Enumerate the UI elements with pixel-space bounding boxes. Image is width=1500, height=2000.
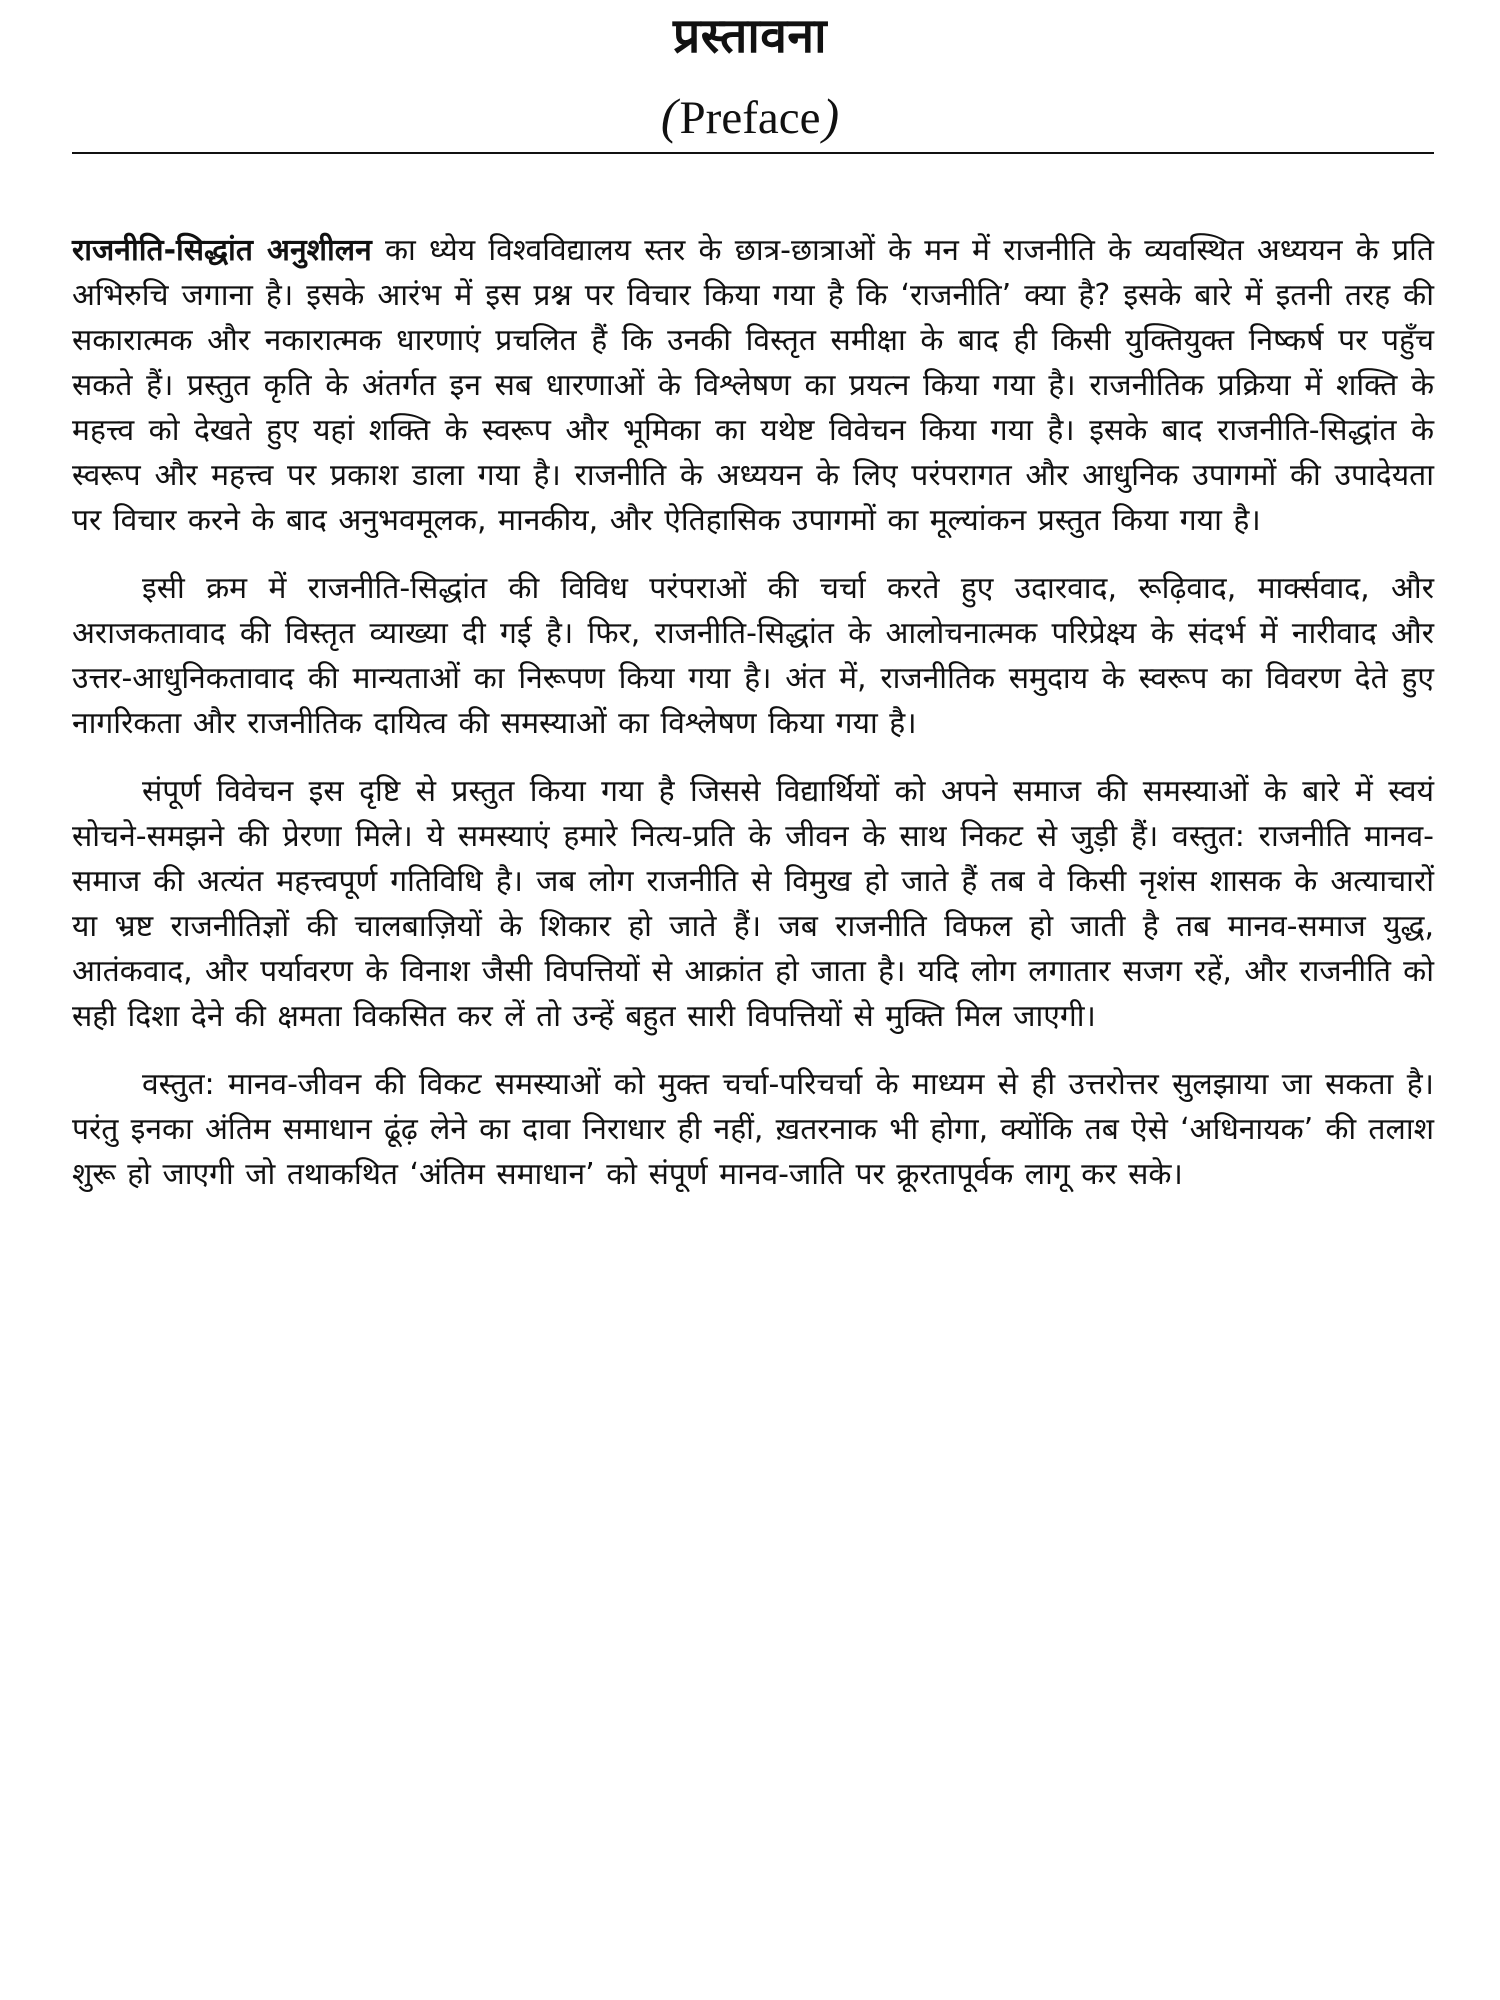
paragraph-1: [72, 228, 1434, 543]
paragraph-1-text: का ध्येय विश्वविद्यालय स्तर के छात्र-छात्राओं के मन में राजनीति के व्यवस्थित अध्ययन के प्रति अभिरुचि जगाना है। इसके आरंभ में इस प्रश्न पर विचार किया गया है कि ‘राजनीति’ क्या है? इसके बारे में इतनी तरह की सकारात्मक और नकारात्मक धारणाएं प्रचलित हैं कि उनकी विस्तृत समीक्षा के बाद ही किसी युक्तियुक्त निष्कर्ष पर पहुँच सकते हैं। प्रस्तुत कृति के अंतर्गत इन सब धारणाओं के विश्लेषण का प्रयत्न किया गया है। राजनीतिक प्रक्रिया में शक्ति के महत्त्व को देखते हुए यहां शक्ति के स्वरूप और भूमिका का यथेष्ट विवेचन किया गया है। इसके बाद राजनीति-सिद्धांत के स्वरूप और महत्त्व पर प्रकाश डाला गया है। राजनीति के अध्ययन के लिए परंपरागत और आधुनिक उपागमों की उपादेयता पर विचार करने के बाद अनुभवमूलक, मानकीय, और ऐतिहासिक उपागमों का मूल्यांकन प्रस्तुत किया गया है।: [72, 233, 1434, 538]
subtitle-close-paren: ): [822, 88, 840, 144]
subtitle-open-paren: (: [660, 88, 678, 144]
paragraph-1-lead: राजनीति-सिद्धांत अनुशीलन: [72, 233, 372, 268]
paragraph-3: संपूर्ण विवेचन इस दृष्टि से प्रस्तुत किया गया है जिससे विद्यार्थियों को अपने समाज की समस्याओं के बारे में स्वयं सोचने-समझने की प्रेरणा मिले। ये समस्याएं हमारे नित्य-प्रति के जीवन के साथ निकट से जुड़ी हैं। वस्तुत: राजनीति मानव-समाज की अत्यंत महत्त्वपूर्ण गतिविधि है। जब लोग राजनीति से विमुख हो जाते हैं तब वे किसी नृशंस शासक के अत्याचारों या भ्रष्ट राजनीतिज्ञों की चालबाज़ियों के शिकार हो जाते हैं। जब राजनीति विफल हो जाती है तब मानव-समाज युद्ध, आतंकवाद, और पर्यावरण के विनाश जैसी विपत्तियों से आक्रांत हो जाता है। यदि लोग लगातार सजग रहें, और राजनीति को सही दिशा देने की क्षमता विकसित कर लें तो उन्हें बहुत सारी विपत्तियों से मुक्ति मिल जाएगी।: [72, 774, 1434, 1034]
page-title: प्रस्तावना: [672, 8, 828, 64]
paragraph-4: वस्तुत: मानव-जीवन की विकट समस्याओं को मुक्त चर्चा-परिचर्चा के माध्यम से ही उत्तरोत्तर सुलझाया जा सकता है। परंतु इनका अंतिम समाधान ढूंढ़ लेने का दावा निराधार ही नहीं, ख़तरनाक भी होगा, क्योंकि तब ऐसे ‘अधिनायक’ की तलाश शुरू हो जाएगी जो तथाकथित ‘अंतिम समाधान’ को संपूर्ण मानव-जाति पर क्रूरतापूर्वक लागू कर सके।: [72, 1067, 1434, 1192]
paragraph-2: इसी क्रम में राजनीति-सिद्धांत की विविध परंपराओं की चर्चा करते हुए उदारवाद, रूढ़िवाद, मार्क्सवाद, और अराजकतावाद की विस्तृत व्याख्या दी गई है। फिर, राजनीति-सिद्धांत के आलोचनात्मक परिप्रेक्ष्य के संदर्भ में नारीवाद और उत्तर-आधुनिकतावाद की मान्यताओं का निरूपण किया गया है। अंत में, राजनीतिक समुदाय के स्वरूप का विवरण देते हुए नागरिकता और राजनीतिक दायित्व की समस्याओं का विश्लेषण किया गया है।: [72, 571, 1434, 741]
page-subtitle: [0, 86, 1500, 148]
subtitle-text: Preface: [679, 92, 821, 144]
preface-body: [72, 228, 1434, 1220]
heading-divider: [72, 152, 1434, 154]
